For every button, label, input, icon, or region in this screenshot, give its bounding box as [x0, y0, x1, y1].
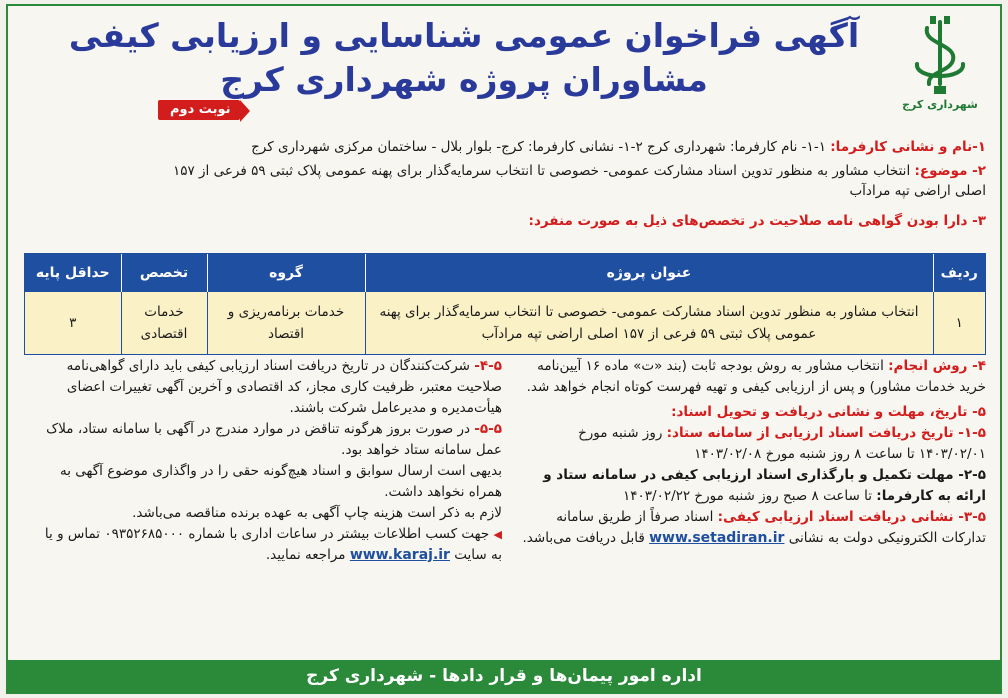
section-5-5-text: در صورت بروز هرگونه تناقض در موارد مندرج در آگهی با سامانه ستاد، ملاک عمل سامانه ستاد خواهد بود. — [46, 421, 502, 458]
section-5-1-text: روز شنبه مورخ ۱۴۰۳/۰۲/۰۱ تا ساعت ۸ روز شنبه مورخ ۱۴۰۳/۰۲/۰۸ — [578, 425, 986, 462]
cell-row-number: ۱ — [933, 292, 985, 354]
notice-page — [6, 4, 1002, 694]
second-round-badge: نوبت دوم — [158, 100, 240, 120]
section-5-2-label: ۲-۵- مهلت تکمیل و بارگذاری اسناد ارزیابی کیفی در سامانه ستاد و ارائه به کارفرما: — [543, 467, 986, 504]
note-paragraph-2: لازم به ذکر است هزینه چاپ آگهی به عهده برنده مناقصه می‌باشد. — [132, 505, 502, 521]
section-5-label: ۵- تاریخ، مهلت و نشانی دریافت و تحویل اسناد: — [671, 404, 986, 420]
section-5-2-text: تا ساعت ۸ صبح روز شنبه مورخ ۱۴۰۳/۰۲/۲۲ — [623, 488, 877, 504]
section-5-3-label: ۳-۵- نشانی دریافت اسناد ارزیابی کیفی: — [717, 509, 986, 525]
section-1-text: ۱-۱- نام کارفرما: شهرداری کرج ۲-۱- نشانی کارفرما: کرج- بلوار بلال - ساختمان مرکزی شهرداری کرج — [251, 139, 831, 155]
section-3-label: ۳- دارا بودن گواهی نامه صلاحیت در تخصص‌های ذیل به صورت منفرد: — [528, 213, 986, 229]
section-2-label: ۲- موضوع: — [914, 163, 986, 179]
section-5-3-text: اسناد صرفاً از طریق سامانه تدارکات الکترونیکی دولت به نشانی — [556, 509, 986, 546]
logo-caption: شهرداری کرج — [902, 98, 978, 111]
section-1 — [24, 137, 986, 157]
header-row-number: ردیف — [933, 254, 985, 292]
section-5 — [514, 402, 986, 423]
karaj-municipality-logo-icon — [905, 14, 975, 96]
qualification-table — [24, 253, 986, 355]
section-5-1-label: ۱-۵- تاریخ دریافت اسناد ارزیابی از سامانه ستاد: — [666, 425, 986, 441]
table-header-row — [25, 254, 985, 292]
title-line-1: آگهی فراخوان عمومی شناسایی و ارزیابی کیفی — [68, 16, 860, 55]
section-5-4 — [30, 356, 502, 419]
contact-tail: مراجعه نمایید. — [265, 547, 350, 563]
setadiran-link[interactable]: www.setadiran.ir — [649, 530, 785, 546]
header-project-title: عنوان پروژه — [365, 254, 933, 292]
section-5-3-tail: قابل دریافت می‌باشد. — [522, 530, 650, 546]
section-4 — [514, 356, 986, 398]
section-5-5 — [30, 419, 502, 461]
section-2-text: انتخاب مشاور به منظور تدوین اسناد مشارکت عمومی- خصوصی تا انتخاب سرمایه‌گذار برای پهنه عمومی پلاک ثبتی ۵۹ فرعی از ۱۵۷ — [172, 163, 915, 179]
table-row — [25, 292, 985, 354]
cell-min-grade: ۳ — [25, 292, 121, 354]
section-5-2 — [514, 465, 986, 507]
header-min-grade: حداقل پایه — [25, 254, 121, 292]
header-group: گروه — [207, 254, 365, 292]
section-5-3 — [514, 507, 986, 549]
cell-project-title: انتخاب مشاور به منظور تدوین اسناد مشارکت عمومی- خصوصی تا انتخاب سرمایه‌گذار برای پهنه عمومی پلاک ثبتی ۵۹ فرعی از ۱۵۷ اصلی اراضی تپه مرادآب — [365, 292, 933, 354]
footer-bar: اداره امور پیمان‌ها و قرار دادها - شهرداری کرج — [8, 660, 1000, 692]
section-1-label: ۱-نام و نشانی کارفرما: — [830, 139, 986, 155]
contact-paragraph — [30, 524, 502, 566]
right-column — [514, 356, 986, 549]
section-2 — [24, 161, 986, 201]
section-3 — [24, 211, 986, 231]
header-specialty: تخصص — [121, 254, 207, 292]
section-4-label: ۴- روش انجام: — [888, 358, 986, 374]
section-5-4-label: ۴-۵- — [474, 358, 502, 374]
section-5-4-text: شرکت‌کنندگان در تاریخ دریافت اسناد ارزیابی کیفی باید دارای گواهی‌نامه صلاحیت معتبر، ظرفیت کاری مجاز، کد اقتصادی و آخرین آگهی تغییرات اعضای هیأت‌مدیره و مدیرعامل شرکت باشند. — [66, 358, 502, 416]
section-4-text: انتخاب مشاور به روش بودجه ثابت (بند «ت» ماده ۱۶ آیین‌نامه خرید خدمات مشاور) و پس از ارزیابی کیفی و تهیه فهرست کوتاه انجام خواهد شد. — [526, 358, 986, 395]
municipality-logo — [894, 14, 986, 118]
cell-group: خدمات برنامه‌ریزی و اقتصاد — [207, 292, 365, 354]
note-paragraph-1: بدیهی است ارسال سوابق و اسناد هیچ‌گونه حقی را در واگذاری موضوع آگهی به همراه نخواهد داشت. — [59, 463, 502, 500]
karaj-site-link[interactable]: www.karaj.ir — [349, 547, 450, 563]
section-5-1 — [514, 423, 986, 465]
section-5-5-label: ۵-۵- — [474, 421, 502, 437]
left-column — [30, 356, 502, 566]
cell-specialty: خدمات اقتصادی — [121, 292, 207, 354]
title-line-2: مشاوران پروژه شهرداری کرج — [220, 60, 708, 99]
notice-title — [48, 14, 880, 102]
section-2-text-cont: اصلی اراضی تپه مرادآب — [849, 183, 986, 199]
triangle-bullet-icon: ◀ — [493, 528, 502, 541]
contact-text: جهت کسب اطلاعات بیشتر در ساعات اداری با شماره ۰۹۳۵۲۶۸۵۰۰۰ تماس و یا به سایت — [44, 526, 502, 563]
